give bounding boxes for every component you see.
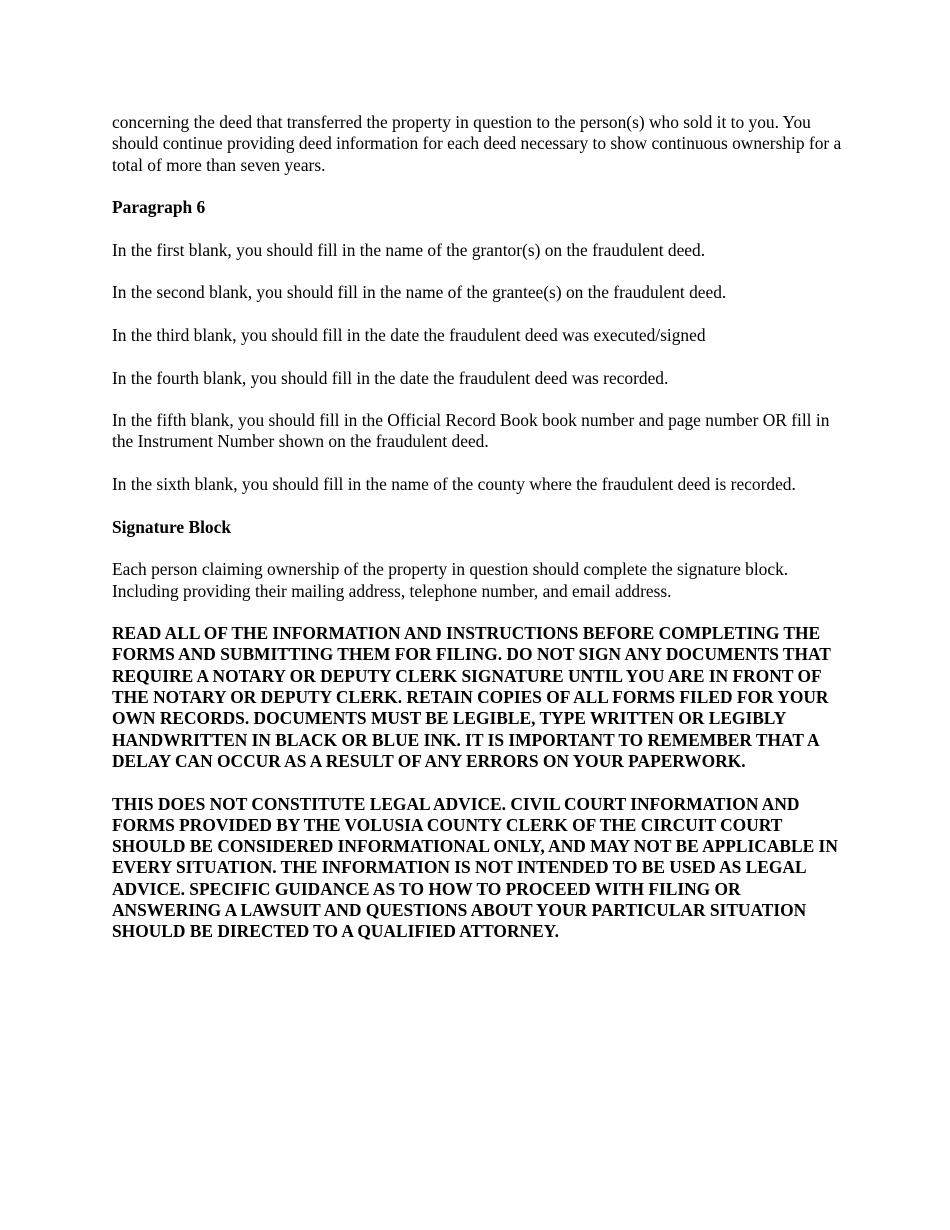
paragraph-6-fifth-blank: In the fifth blank, you should fill in the Official Record Book book number and page number OR fill in the Instrument Number shown on the fraudulent deed. bbox=[112, 410, 830, 452]
paragraph-6-third-blank: In the third blank, you should fill in the date the fraudulent deed was executed/signed bbox=[112, 324, 706, 345]
paragraph-6-first-blank: In the first blank, you should fill in the name of the grantor(s) on the fraudulent deed. bbox=[112, 239, 706, 260]
paragraph-6-heading: Paragraph 6 bbox=[112, 197, 206, 218]
signature-block-heading: Signature Block bbox=[112, 516, 232, 537]
paragraph-6-second-blank: In the second blank, you should fill in the name of the grantee(s) on the fraudulent deed. bbox=[112, 282, 727, 303]
paragraph-6-fourth-blank: In the fourth blank, you should fill in the date the fraudulent deed was recorded. bbox=[112, 367, 669, 388]
legal-disclaimer: THIS DOES NOT CONSTITUTE LEGAL ADVICE. CIVIL COURT INFORMATION AND FORMS PROVIDED BY THE VOLUSIA COUNTY CLERK OF THE CIRCUIT COURT SHOULD BE CONSIDERED INFORMATIONAL ONLY, AND MAY NOT BE APPLICABLE IN EVERY SITUATION. THE INFORMATION IS NOT INTENDED TO BE USED AS LEGAL ADVICE. SPECIFIC GUIDANCE AS TO HOW TO PROCEED WITH FILING OR ANSWERING A LAWSUIT AND QUESTIONS ABOUT YOUR PARTICULAR SITUATION SHOULD BE DIRECTED TO A QUALIFIED ATTORNEY. bbox=[112, 793, 838, 942]
document-page bbox=[112, 112, 842, 964]
instructions-notice: READ ALL OF THE INFORMATION AND INSTRUCTIONS BEFORE COMPLETING THE FORMS AND SUBMITTING THEM FOR FILING. DO NOT SIGN ANY DOCUMENTS THAT REQUIRE A NOTARY OR DEPUTY CLERK SIGNATURE UNTIL YOU ARE IN FRONT OF THE NOTARY OR DEPUTY CLERK. RETAIN COPIES OF ALL FORMS FILED FOR YOUR OWN RECORDS. DOCUMENTS MUST BE LEGIBLE, TYPE WRITTEN OR LEGIBLY HANDWRITTEN IN BLACK OR BLUE INK. IT IS IMPORTANT TO REMEMBER THAT A DELAY CAN OCCUR AS A RESULT OF ANY ERRORS ON YOUR PAPERWORK. bbox=[112, 623, 831, 771]
signature-block-text: Each person claiming ownership of the property in question should complete the signature block. Including providing their mailing address, telephone number, and email address. bbox=[112, 559, 789, 601]
paragraph-6-sixth-blank: In the sixth blank, you should fill in the name of the county where the fraudulent deed is recorded. bbox=[112, 474, 796, 495]
intro-paragraph: concerning the deed that transferred the property in question to the person(s) who sold it to you. You should continue providing deed information for each deed necessary to show continuous ownership for a total of more than seven years. bbox=[112, 112, 842, 175]
